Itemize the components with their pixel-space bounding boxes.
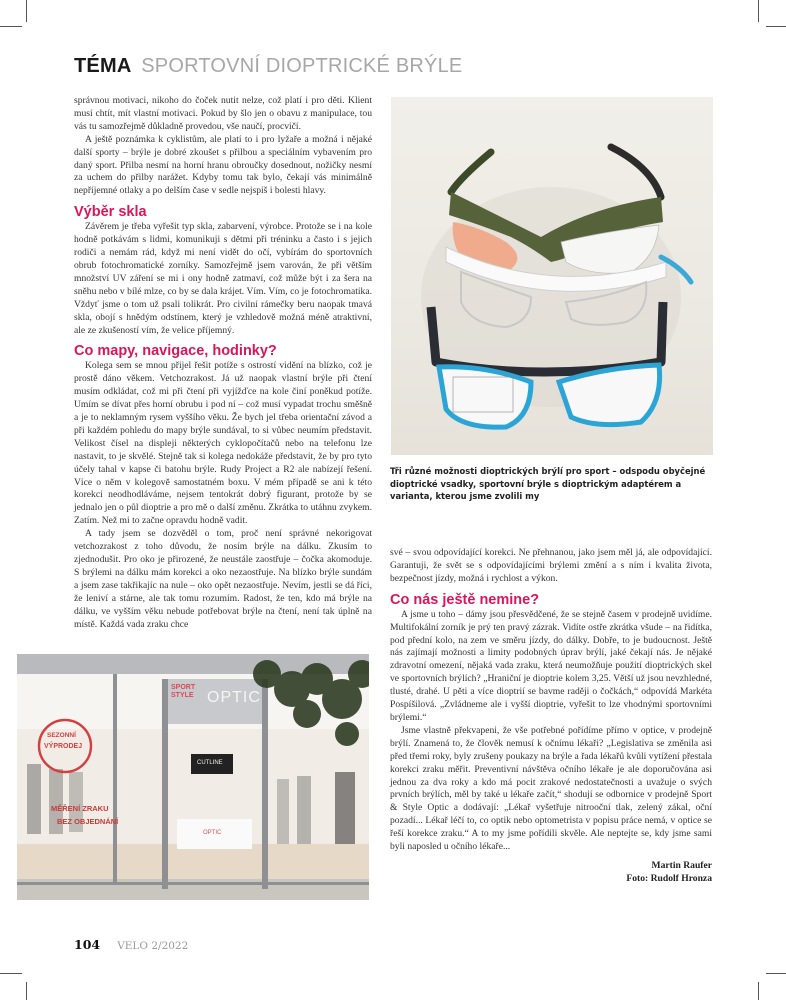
section-header [74,55,462,78]
glasses-photo [391,97,713,455]
body-paragraph: A jsme u toho – dámy jsou přesvědčené, že se stejně časem v prodejně uvidíme. Multifokální zorník je prý ten pravý zázrak. Vidíte ostře zkrátka všude – na řidítka, pod přední kolo, na zem ve směru jízdy, do dálky. Dobře, to je budoucnost. Ještě nás zajímají možnosti a limity podobných úprav brýlí, jaké čekají nás. Je nějaké zdravotní omezení, nějaká vada zraku, která neumožňuje použití dioptrických skel ve sportovních brýlích? „Hraniční je dioptrie kolem 3,25. Větší už jsou nevzhledné, tlusté, drahé. U pěti a více dioptrií se bavme raději o čočkách,“ odpovídá Markéta Pospíšilová. „Zvládneme ale i vyšší dioptrie, vyřešit to lze vhodnými sportovními brýlemi.“ [390,608,712,723]
glasses-illustration [391,97,713,455]
section-heading: Co mapy, navigace, hodinky? [74,343,277,360]
page-number: 104 [74,937,101,952]
crop-mark [758,982,759,1000]
author-name: Martin Raufer [651,859,712,871]
article-right-column [390,547,712,886]
crop-mark [766,26,786,27]
section-heading: Výběr skla [74,204,147,221]
byline [390,859,712,886]
store-sign-small: SPORT STYLE [171,684,196,699]
magazine-issue: VELO 2/2022 [117,940,189,952]
window-banner-line2: BEZ OBJEDNÁNÍ [57,817,119,826]
crop-mark [758,0,759,22]
crop-mark [26,0,27,22]
window-circle-line2: VÝPRODEJ [44,743,83,750]
window-banner-line1: MĚŘENÍ ZRAKU [51,804,109,813]
body-paragraph: A ještě poznámka k cyklistům, ale platí to i pro lyžaře a možná i nějaké další sporty – brýle je dobré zkoušet s přilbou a speciálním vybavením pro daný sport. Přilba nesmí na horní hranu obroučky dosednout, nožičky nesmí za uchem do přilby narážet. Kdyby tomu tak bylo, čekají vás minimálně nepříjemné otlaky a po delším čase v sedle nejspíš i bolesti hlavy. [74,133,372,197]
section-label: TÉMA [74,55,132,77]
page-footer [74,934,188,953]
olive-frame-temple-left [451,152,491,192]
store-screen-text: CUTLINE [197,760,223,766]
photo-credit: Foto: Rudolf Hronza [626,873,712,885]
article-left-column [74,95,372,631]
section-heading: Co nás ještě nemine? [390,591,540,608]
body-paragraph: Kolega sem se mnou přijel řešit potíže s ostrostí vidění na blízko, což je prostě dáno věkem. Vetchozrakost. Já už naopak vlastní brýle při čtení musím odkládat, což mi při čtení při vyjížďce na kole činí poněkud potíže. Umím se dívat přes horní obrubu i pod ní – což musí vypadat trochu směšně a je to neklamným rysem vyššího věku. Že bych jel třeba orientační závod a při každém pohledu do mapy brýle sundával, to si vůbec neumím představit. Velikost čísel na displeji některých cyklopočítačů nebo na telefonu lze nastavit, to je skvělé. Stejně tak si kolega nedokáže představit, že by pro tyto účely tahal v kapse či batohu brýle. Rudy Project a R2 ale nabízejí řešení. Více o něm v kolegově samostatném boxu. V mém případě se ani k této korekci neodhodláváme, nejsem tentokrát dobrý figurant, protože by se jednalo jen o půl dioptrie a pro mě o další změnu. Zkrátka to utáhnu zvykem. Zatím. Než mi to začne opravdu hodně vadit. [74,360,372,527]
crop-mark [766,973,786,974]
store-sign-large: OPTIC [207,689,261,706]
body-paragraph: Jsme vlastně překvapeni, že vše potřebné pořídíme přímo v optice, v prodejně brýlí. Znamená to, že člověk nemusí k očnímu lékaři? „Legislativa se změnila asi před třemi roky, byly zrušeny poukazy na brýle a řada lékařů kvůli vytížení přestala korekci zraku měřit. Preventivní návštěva očního lékaře je ale doporučována asi jednou za dva roky a kdo má pocit zrakové nedostatečnosti a uvažuje o svých prvních brýlích, měl by také u lékaře začít,“ shodují se odbornice v prodejně Sport & Style Optic a dodávají: „Lékař vyšetřuje nitrooční tlak, zelený zákal, oční pozadí... Lékař léčí to, co optik nebo optometrista v popisu práce nemá, v optice se řeší korekce zraku.“ A to my jsme pořídili skvěle. Ale neptejte se, kdy jsme sami byli naposled u očního lékaře... [390,724,712,853]
crop-mark [0,26,22,27]
body-paragraph: správnou motivaci, nikoho do čoček nutit nelze, což platí i pro děti. Klient musí chtít, mít vlastní motivaci. Pokud by šlo jen o obavu z manipulace, tou vás tu samozřejmě důkladně provedou, vše naučí, procvičí. [74,95,372,132]
crop-mark [0,973,22,974]
store-counter-text: OPTIC [203,830,222,836]
store-photo [17,654,369,900]
topic-title: SPORTOVNÍ DIOPTRICKÉ BRÝLE [141,55,463,77]
body-paragraph: A tady jsem se dozvěděl o tom, proč není správné nekorigovat vetchozrakost z toho důvodu, že nosím brýle na dálku. Zkusím to zjednodušit. Pro oko je přirozené, že neustále zaostřuje – čočka akomoduje. S brýlemi na dálku mám korekci a oko nezaostřuje. Na blízko brýle sundám a jsem zase takřikajíc na nule – oko opět nezaostřuje. Nevím, jestli se dá říci, že leniví a stárne, ale tak tomu rozumím. Radost, že ten, kdo má brýle na dálku, ve vyšším věku nebude potřebovat brýle na čtení, není tak úplně na místě. Každá vada zraku chce [74,528,372,630]
figure-caption: Tři různé možnosti dioptrických brýlí pro sport – odspodu obyčejné dioptrické vsadky, sportovní brýle s dioptrickým adaptérem a varianta, kterou jsme zvolili my [390,466,706,501]
crop-mark [26,982,27,1000]
window-circle-line1: SEZONNÍ [47,732,76,739]
body-paragraph: své – svou odpovídající korekci. Ne přehnanou, jako jsem měl já, ale odpovídající. Garantuji, že svět se s odpovídajícími brýlemi změní a s ním i kvalita života, bezpečnost jízdy, možná i rychlost a výkon. [390,547,712,584]
olive-frame-temple-right [611,147,661,197]
body-paragraph: Závěrem je třeba vyřešit typ skla, zabarvení, výrobce. Protože se i na kole hodně potkávám s lidmi, komunikuji s dětmi při tréninku a často i s jejich rodiči a nemám rád, když mi není vidět do očí, vybírám do sportovních obrub fotochromatické zorníky. Samozřejmě jsem varován, že při větším množství UV záření se mi i ony hodně zatmaví, což může být i za šera na sněhu nebo v bílé mlze, co by se dala krájet. Vím. Vím, co je fotochromatika. Vždyť jsme o tom už psali tolikrát. Pro civilní rámečky beru naopak tmavá skla, obojí s hnědým odstínem, který je vzhledově možná méně atraktivní, ale ze zkušeností vím, že velice příjemný. [74,221,372,336]
